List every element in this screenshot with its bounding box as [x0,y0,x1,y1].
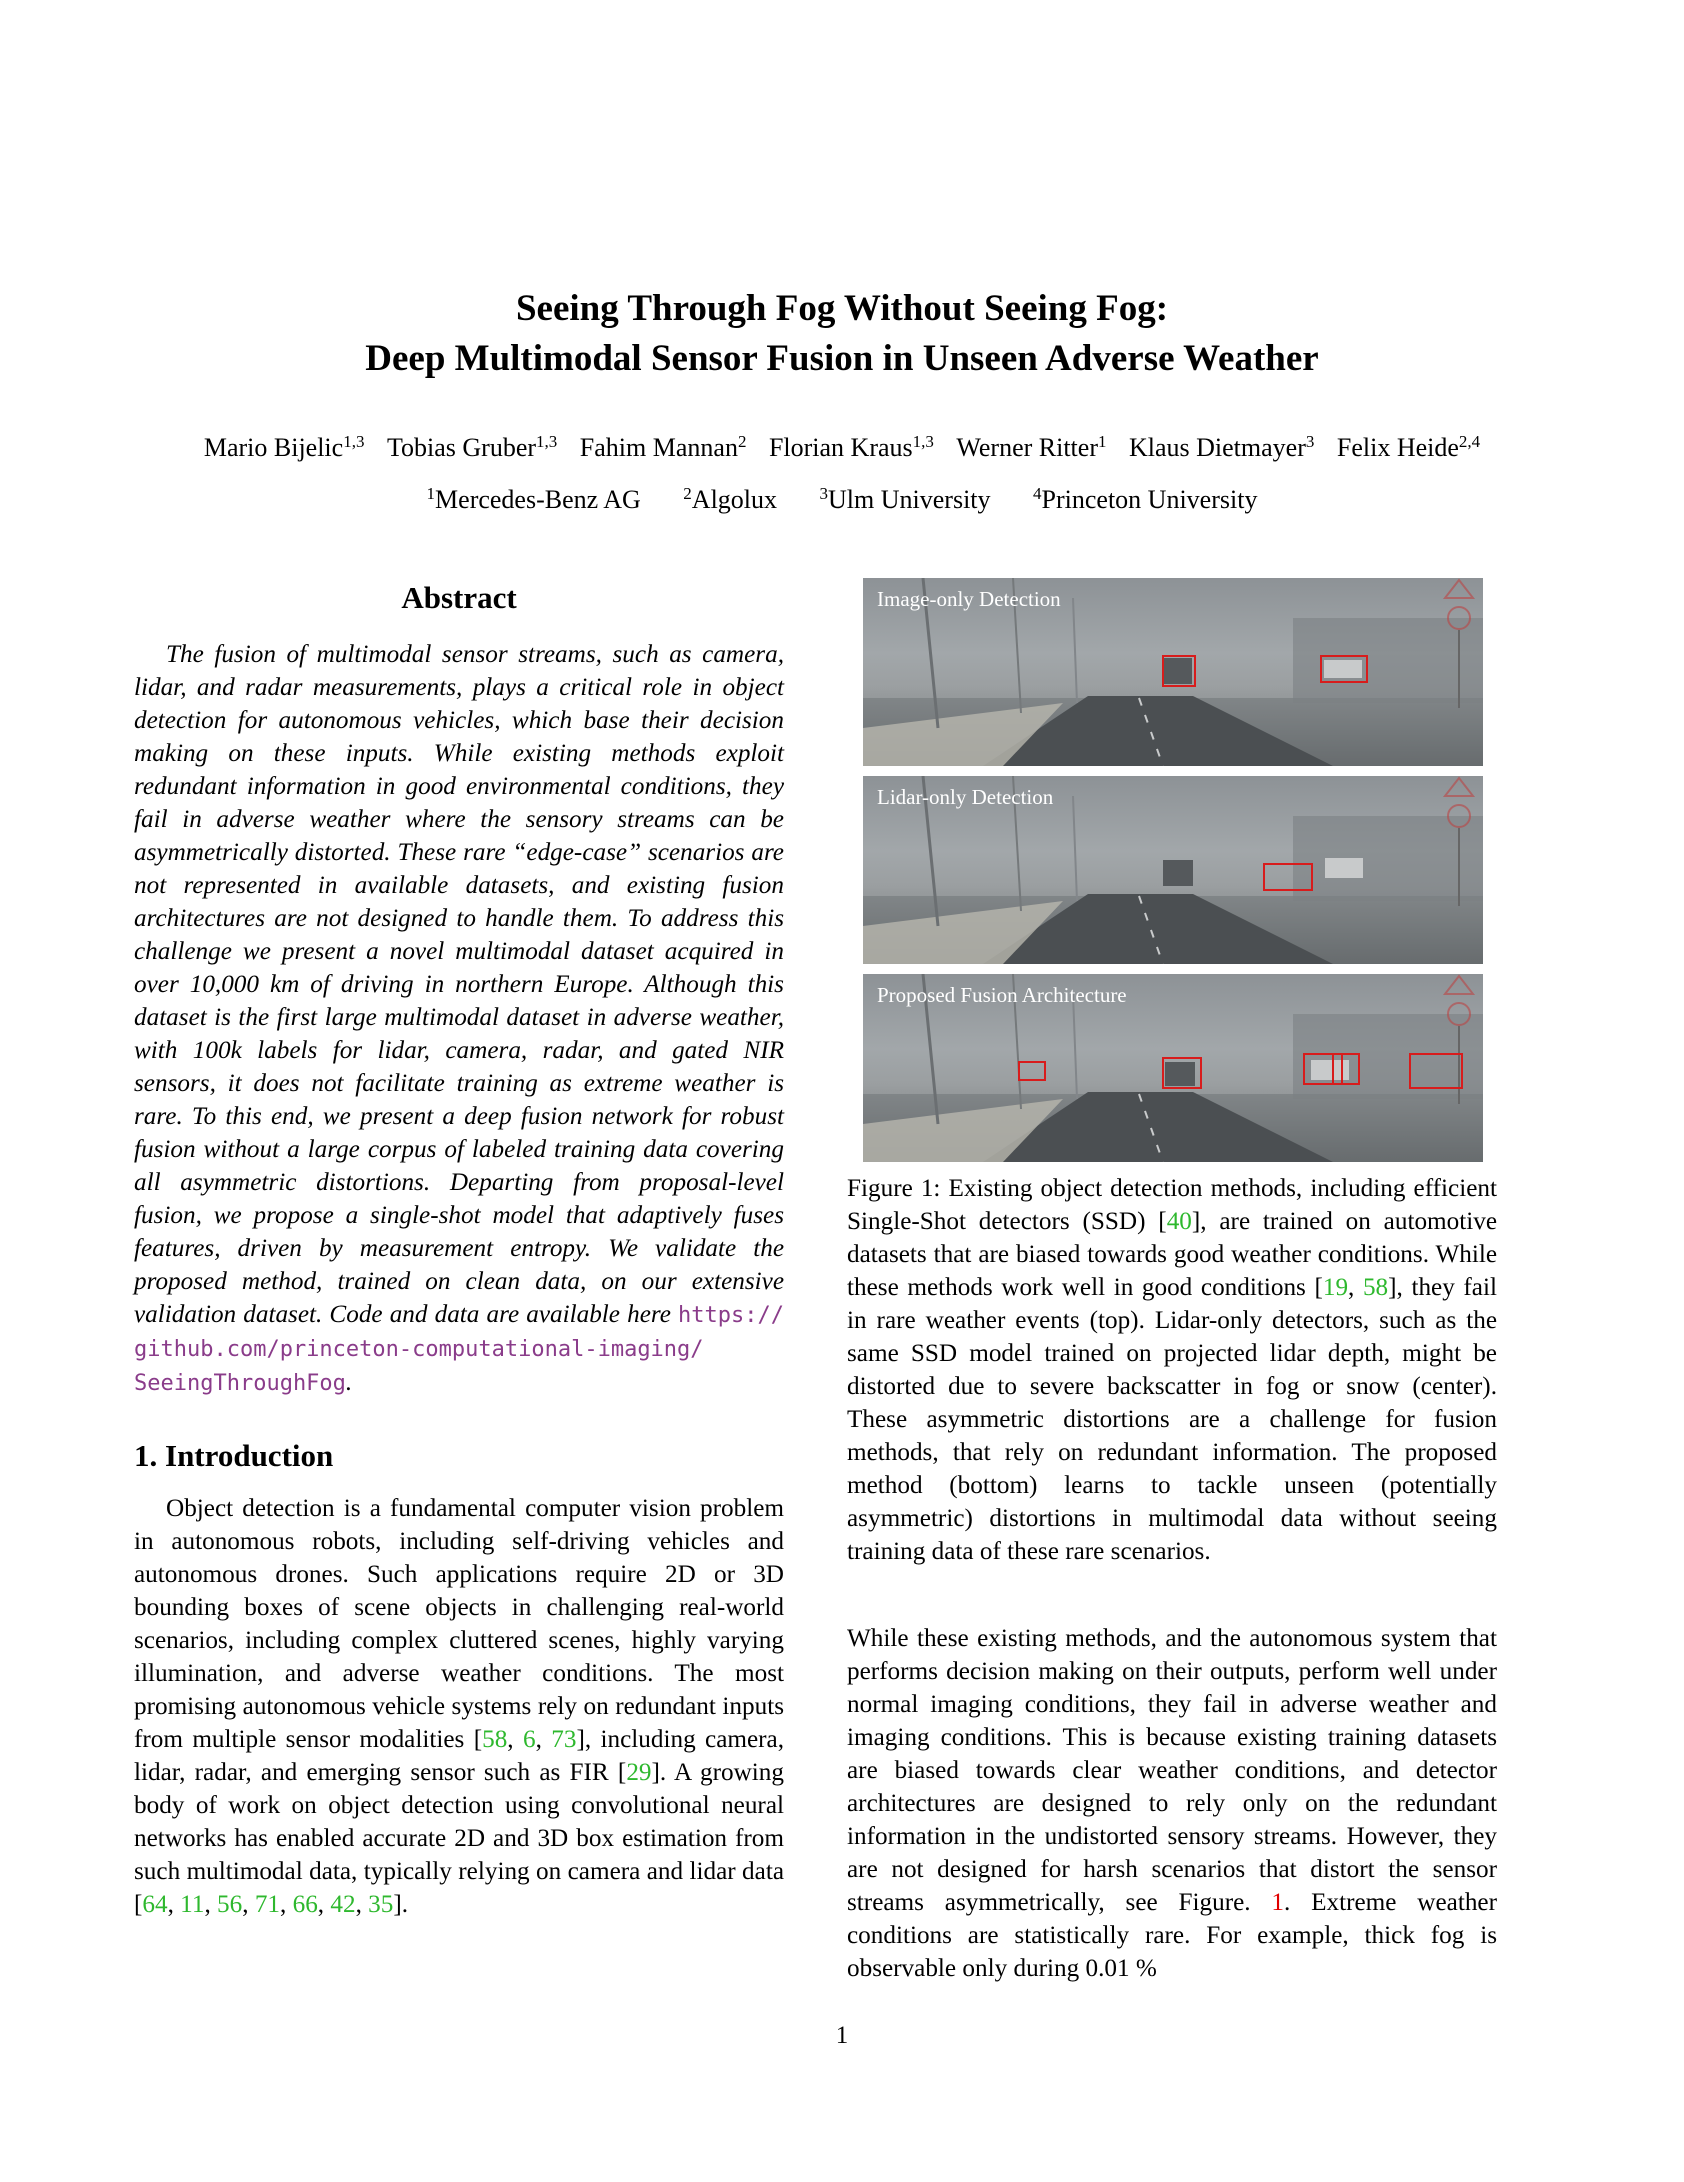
introduction-paragraph: Object detection is a fundamental computer vision problem in autonomous robots, including self-driving vehicles and autonomous drones. Such applications require 2D or 3D bounding boxes of scene objects in challenging real-world scenarios, including complex cluttered scenes, highly varying illumination, and adverse weather conditions. The most promising autonomous vehicle systems rely on redundant inputs from multiple sensor modalities [58, 6, 73], including camera, lidar, radar, and emerging sensor such as FIR [29]. A growing body of work on object detection using convolutional neural networks has enabled accurate 2D and 3D box estimation from such multimodal data, typically relying on camera and lidar data [64, 11, 56, 71, 66, 42, 35]. [134,1495,785,1918]
citation-link[interactable]: 6 [522,1726,536,1753]
title-line-2: Deep Multimodal Sensor Fusion in Unseen Adverse Weather [365,338,1319,379]
citation-link[interactable]: 11 [180,1891,205,1918]
author: Klaus Dietmayer$^3$ [1128,432,1315,462]
citation-link[interactable]: 58 [482,1726,508,1753]
affiliation: $^2$Algolux [683,484,778,514]
author: Florian Kraus$^{1,3}$ [768,432,934,462]
page-number: 1 [835,2022,849,2049]
left-column [134,578,784,1921]
lidar-only-detection-panel [863,776,1483,964]
citation-link[interactable]: 56 [217,1891,243,1918]
title-line-1: Seeing Through Fog Without Seeing Fog: [515,288,1169,329]
citation-link[interactable]: 35 [368,1891,394,1918]
citation-link[interactable]: 66 [292,1891,318,1918]
affiliation-list [0,484,1684,516]
panel-label: Image-only Detection [877,587,1061,611]
citation-link[interactable]: 73 [551,1726,577,1753]
panel-label: Proposed Fusion Architecture [877,983,1127,1007]
author: Werner Ritter$^1$ [956,432,1107,462]
proposed-fusion-panel [863,974,1483,1162]
image-only-detection-panel [863,578,1483,766]
author: Felix Heide$^{2,4}$ [1336,432,1481,462]
citation-link[interactable]: 58 [1362,1274,1389,1301]
author: Tobias Gruber$^{1,3}$ [386,432,558,462]
citation-link[interactable]: 64 [142,1891,168,1918]
citation-link[interactable]: 40 [1166,1208,1192,1235]
figure-reference-link[interactable]: 1 [1271,1889,1285,1916]
figure-1-caption: Figure 1: Existing object detection methods, including efficient Single-Shot detectors (SSD) [40], are trained on automotive datasets that are biased towards good weather conditions. While these methods work well in good conditions [19, 58], they fail in rare weather events (top). Lidar-only detectors, such as the same SSD model trained on projected lidar depth, might be distorted due to severe backscatter in fog or snow (center). These asymmetric distortions are a challenge for fusion methods, that rely on redundant information. The proposed method (bottom) learns to tackle unseen (potentially asymmetric) distortions in multimodal data without seeing training data of these rare scenarios. [847,1175,1498,1565]
affiliation: $^1$Mercedes-Benz AG [426,484,641,514]
citation-link[interactable]: 29 [626,1759,652,1786]
abstract-heading: Abstract [401,580,517,615]
figure-1 [863,578,1483,1162]
abstract-text: The fusion of multimodal sensor streams, such as camera, lidar, and radar measurements, plays a critical role in object detection for autonomous vehicles, which base their decision making on these inputs. While existing methods exploit redundant information in good environmental conditions, they fail in adverse weather where the sensory streams can be asymmetrically distorted. These rare “edge-case” scenarios are not represented in available datasets, and existing fusion architectures are not designed to handle them. To address this challenge we present a novel multimodal dataset acquired in over 10,000 km of driving in northern Europe. Although this dataset is the first large multimodal dataset in adverse weather, with 100k labels for lidar, camera, radar, and gated NIR sensors, it does not facilitate training as extreme weather is rare. To this end, we present a deep fusion network for robust fusion without a large corpus of labeled training data covering all asymmetric distortions. Departing from proposal-level fusion, we propose a single-shot model that adaptively fuses features, driven by measurement entropy. We validate the proposed method, trained on clean data, on our extensive validation dataset. Code and data are available here https:// github.com/princeton-computational-imaging/ SeeingThroughFog. [134,641,785,1396]
author: Fahim Mannan$^2$ [579,432,747,462]
panel-label: Lidar-only Detection [877,785,1054,809]
detection-box [1019,1062,1045,1080]
citation-link[interactable]: 19 [1322,1274,1349,1301]
author-list [0,432,1684,464]
citation-link[interactable]: 42 [330,1891,356,1918]
right-body-paragraph: While these existing methods, and the autonomous system that performs decision making on their outputs, perform well under normal imaging conditions, they fail in adverse weather and imaging conditions. This is because existing training datasets are biased towards clear weather conditions, and detector architectures are designed to rely only on the redundant information in the undistorted sensory streams. However, they are not designed for harsh scenarios that distort the sensor streams asymmetrically, see Figure. 1. Extreme weather conditions are statistically rare. For example, thick fog is observable only during 0.01 % [847,1625,1497,1982]
citation-link[interactable]: 71 [254,1891,280,1918]
affiliation: $^4$Princeton University [1033,484,1258,514]
paper-title [0,284,1684,384]
affiliation: $^3$Ulm University [819,484,991,514]
introduction-heading: 1. Introduction [134,1438,334,1473]
author: Mario Bijelic$^{1,3}$ [203,432,365,462]
code-link[interactable]: https:// github.com/princeton-computational-imaging/ SeeingThroughFog [134,1303,785,1396]
right-column [847,578,1497,1985]
